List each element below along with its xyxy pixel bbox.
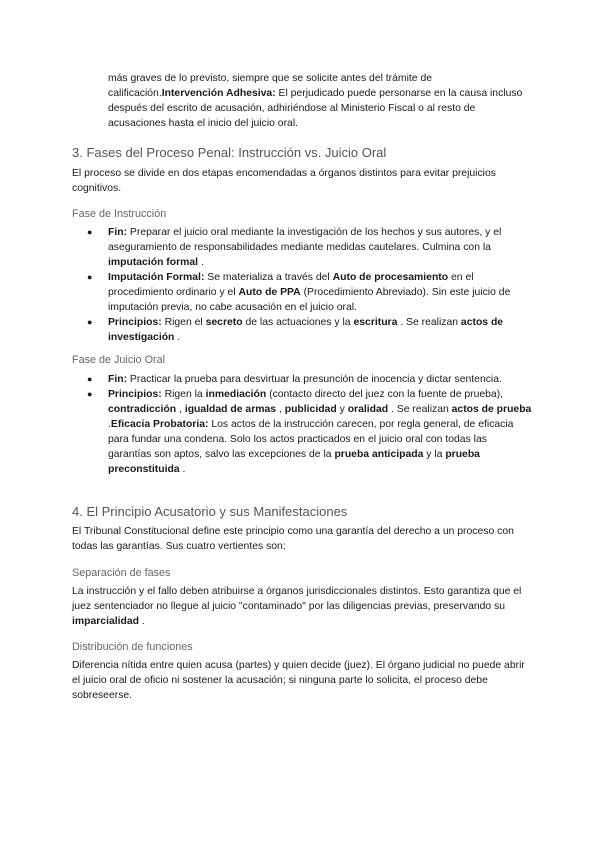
item-bold: contradicción xyxy=(108,404,177,415)
continuation-paragraph xyxy=(108,71,532,131)
item-bold: Auto de PPA xyxy=(238,287,301,298)
item-text: , xyxy=(276,404,285,415)
item-label: Principios: xyxy=(108,389,162,400)
juicio-list xyxy=(87,372,532,477)
bullet-icon: ● xyxy=(87,272,93,282)
item-bold: Eficacia Probatoria: xyxy=(110,419,209,430)
item-bold: inmediación xyxy=(205,389,267,400)
item-text: Rigen el xyxy=(161,317,206,328)
item-text: de las actuaciones y la xyxy=(242,317,354,328)
item-text: Rigen la xyxy=(161,389,206,400)
section-3-intro: El proceso se divide en dos etapas encomendadas a órganos distintos para evitar prejuicios cognitivos. xyxy=(72,168,496,194)
item-bold: oralidad xyxy=(347,404,389,415)
section-3-heading-wrap xyxy=(72,145,532,161)
instruccion-ul xyxy=(87,225,532,345)
item-text: Se materializa a través del xyxy=(204,272,333,283)
section-3-intro-wrap xyxy=(72,166,532,196)
item-text: . xyxy=(108,419,111,430)
item-text: y la xyxy=(423,449,446,460)
item-label: Principios: xyxy=(108,317,162,328)
list-item-fin xyxy=(87,225,532,270)
juicio-heading-wrap xyxy=(72,353,532,367)
item-text: . xyxy=(179,464,186,475)
separacion-text-end: . xyxy=(139,616,145,627)
section-4-intro-wrap xyxy=(72,524,532,554)
section-4-intro: El Tribunal Constitucional define este principio como una garantía del derecho a un proceso con todas las garantías. Sus cuatro vertientes son: xyxy=(72,526,514,552)
juicio-ul xyxy=(87,372,532,477)
item-text: en el procedimiento ordinario y el xyxy=(108,272,474,298)
instruccion-heading-wrap xyxy=(72,207,532,221)
item-text: . xyxy=(198,257,204,268)
distribucion-heading: Distribución de funciones xyxy=(72,641,193,653)
separacion-paragraph xyxy=(72,584,532,629)
juicio-heading: Fase de Juicio Oral xyxy=(72,354,166,366)
list-item-fin xyxy=(87,372,532,387)
bullet-icon: ● xyxy=(87,389,93,399)
item-text: . xyxy=(174,332,181,343)
item-text: y xyxy=(336,404,348,415)
item-text: Preparar el juicio oral mediante la investigación de los hechos y sus autores, y el aseguramiento de responsabilidades mediante medidas cautelares. Culmina con la xyxy=(108,227,502,253)
section-3-heading: 3. Fases del Proceso Penal: Instrucción vs. Juicio Oral xyxy=(72,145,387,160)
item-bold: prueba anticipada xyxy=(334,449,424,460)
list-item-imputacion xyxy=(87,270,532,315)
imparcialidad-bold: imparcialidad xyxy=(72,616,139,627)
continuation-text xyxy=(108,71,532,131)
item-text: , xyxy=(176,404,185,415)
list-item-principios xyxy=(87,387,532,477)
item-text: Los actos de la instrucción carecen, por regla general, de eficacia para fundar una condena. Solo los actos practicados en el juicio oral con todas las garantías son aptos, salvo las excepciones de la xyxy=(108,419,514,460)
item-bold: imputación formal xyxy=(108,257,199,268)
distribucion-heading-wrap xyxy=(72,640,532,654)
list-item-principios xyxy=(87,315,532,345)
item-text: (Procedimiento Abreviado). Sin este juicio de imputación previa, no cabe acusación en el juicio oral. xyxy=(108,287,511,313)
item-label: Fin: xyxy=(108,227,128,238)
separacion-paragraph-wrap xyxy=(72,584,532,629)
instruccion-list xyxy=(87,225,532,345)
item-label: Imputación Formal: xyxy=(108,272,205,283)
continuation-line: más graves de lo previsto, siempre que se solicite antes del trámite de calificación. xyxy=(108,73,432,99)
separacion-heading: Separación de fases xyxy=(72,567,171,579)
item-text: . Se realizan xyxy=(397,317,461,328)
intervencion-adhesiva-label: Intervención Adhesiva: xyxy=(161,88,276,99)
item-text: . Se realizan xyxy=(388,404,452,415)
item-text: Practicar la prueba para desvirtuar la presunción de inocencia y dictar sentencia. xyxy=(127,374,502,385)
item-bold: prueba preconstituida xyxy=(108,449,480,475)
item-bold: igualdad de armas xyxy=(184,404,277,415)
item-label: Fin: xyxy=(108,374,128,385)
continuation-rest: El perjudicado puede personarse en la causa incluso después del escrito de acusación, adhiriéndose al Ministerio Fiscal o al resto de acusaciones hasta el inicio del juicio oral. xyxy=(108,88,523,129)
bullet-icon: ● xyxy=(87,227,93,237)
distribucion-paragraph: Diferencia nítida entre quien acusa (partes) y quien decide (juez). El órgano judicial no puede abrir el juicio oral de oficio ni sostener la acusación; si ninguna parte lo solicita, el proceso debe sobreseerse. xyxy=(72,660,525,701)
item-bold: publicidad xyxy=(284,404,337,415)
instruccion-heading: Fase de Instrucción xyxy=(72,208,167,220)
bullet-icon: ● xyxy=(87,317,93,327)
item-bold: actos de prueba xyxy=(451,404,532,415)
separacion-text: La instrucción y el fallo deben atribuirse a órganos jurisdiccionales distintos. Esto garantiza que el juez sentenciador no llegue al juicio "contaminado" por las diligencias previas, preservando su xyxy=(72,586,522,612)
item-text: (contacto directo del juez con la fuente de prueba), xyxy=(266,389,504,400)
separacion-heading-wrap xyxy=(72,566,532,580)
item-bold: escritura xyxy=(353,317,398,328)
distribucion-paragraph-wrap xyxy=(72,658,532,703)
section-4-heading: 4. El Principio Acusatorio y sus Manifestaciones xyxy=(72,504,348,519)
item-bold: Auto de procesamiento xyxy=(332,272,449,283)
section-4-heading-wrap xyxy=(72,504,532,520)
item-bold: secreto xyxy=(205,317,243,328)
bullet-icon: ● xyxy=(87,374,93,384)
item-bold: actos de investigación xyxy=(108,317,504,343)
